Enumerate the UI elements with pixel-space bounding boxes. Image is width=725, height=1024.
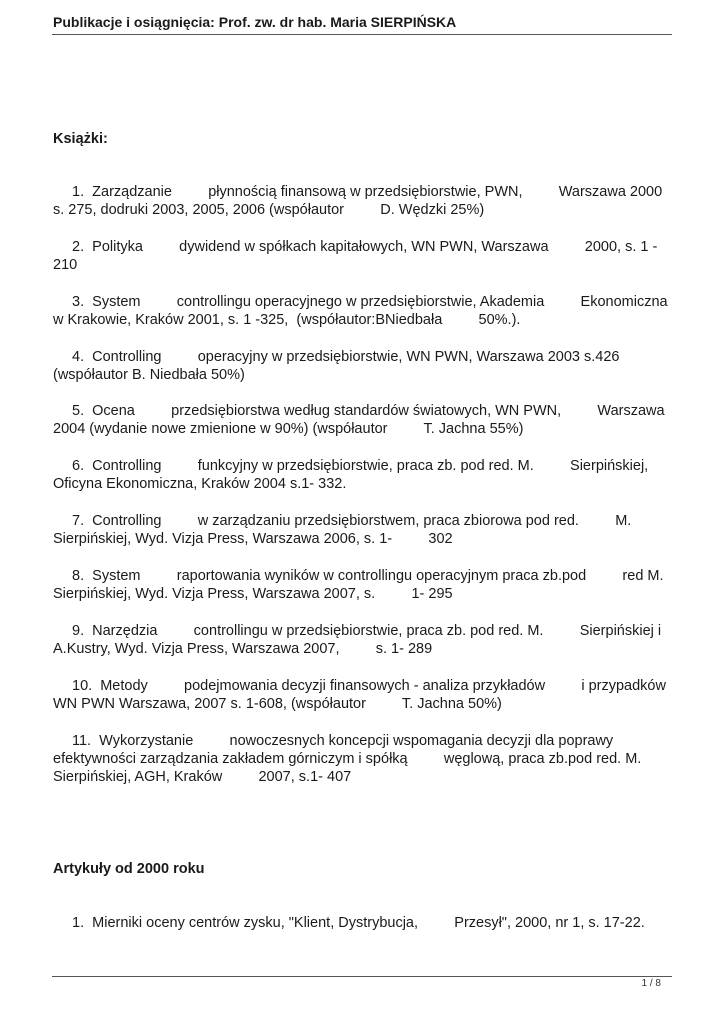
entry-line: A.Kustry, Wyd. Vizja Press, Warszawa 2007, s. 1- 289 [53,641,433,657]
entry-line: 9. Narzędzia controllingu w przedsiębiorstwie, praca zb. pod red. M. Sierpińskiej i [72,623,662,639]
entry-line: WN PWN Warszawa, 2007 s. 1-608, (współautor T. Jachna 50%) [53,696,502,712]
book-entry-2 [53,238,675,274]
book-entry-8 [53,567,675,603]
entry-line: 2. Polityka dywidend w spółkach kapitałowych, WN PWN, Warszawa 2000, s. 1 - [72,239,658,255]
page-number: 1 / 8 [641,978,661,989]
entry-line: 4. Controlling operacyjny w przedsiębiorstwie, WN PWN, Warszawa 2003 s.426 [72,349,620,365]
book-entry-1 [53,183,675,219]
entry-line: 2004 (wydanie nowe zmienione w 90%) (współautor T. Jachna 55%) [53,421,524,437]
entry-line: w Krakowie, Kraków 2001, s. 1 -325, (współautor:BNiedbała 50%.). [53,312,521,328]
entry-line: Sierpińskiej, Wyd. Vizja Press, Warszawa 2007, s. 1- 295 [53,586,453,602]
entry-line: 11. Wykorzystanie nowoczesnych koncepcji wspomagania decyzji dla poprawy [72,733,614,749]
footer-divider [52,976,672,977]
books-heading: Książki: [53,131,108,147]
entry-line: 5. Ocena przedsiębiorstwa według standardów światowych, WN PWN, Warszawa [72,403,665,419]
entry-line: (współautor B. Niedbała 50%) [53,367,245,383]
book-entry-9 [53,622,675,658]
entry-line: Oficyna Ekonomiczna, Kraków 2004 s.1- 332. [53,476,347,492]
entry-line: Sierpińskiej, Wyd. Vizja Press, Warszawa 2006, s. 1- 302 [53,531,453,547]
header-divider [52,34,672,35]
entry-line: Sierpińskiej, AGH, Kraków 2007, s.1- 407 [53,769,352,785]
book-entry-10 [53,677,675,713]
articles-heading: Artykuły od 2000 roku [53,861,205,877]
entry-line: s. 275, dodruki 2003, 2005, 2006 (współautor D. Wędzki 25%) [53,202,485,218]
entry-line: efektywności zarządzania zakładem górniczym i spółką węglową, praca zb.pod red. M. [53,751,642,767]
book-entry-3 [53,293,675,329]
article-entry-1 [53,914,675,932]
book-entry-7 [53,512,675,548]
book-entry-6 [53,457,675,493]
book-entry-5 [53,402,675,438]
entry-line: 6. Controlling funkcyjny w przedsiębiorstwie, praca zb. pod red. M. Sierpińskiej, [72,458,649,474]
book-entry-4 [53,348,675,384]
entry-line: 1. Mierniki oceny centrów zysku, "Klient, Dystrybucja, Przesył", 2000, nr 1, s. 17-22. [72,915,645,931]
entry-line: 10. Metody podejmowania decyzji finansowych - analiza przykładów i przypadków [72,678,666,694]
entry-line: 8. System raportowania wyników w controllingu operacyjnym praca zb.pod red M. [72,568,664,584]
entry-line: 210 [53,257,78,273]
entry-line: 7. Controlling w zarządzaniu przedsiębiorstwem, praca zbiorowa pod red. M. [72,513,632,529]
document-title: Publikacje i osiągnięcia: Prof. zw. dr hab. Maria SIERPIŃSKA [53,14,457,30]
book-entry-11 [53,732,675,786]
entry-line: 1. Zarządzanie płynnością finansową w przedsiębiorstwie, PWN, Warszawa 2000 [72,184,663,200]
entry-line: 3. System controllingu operacyjnego w przedsiębiorstwie, Akademia Ekonomiczna [72,294,668,310]
